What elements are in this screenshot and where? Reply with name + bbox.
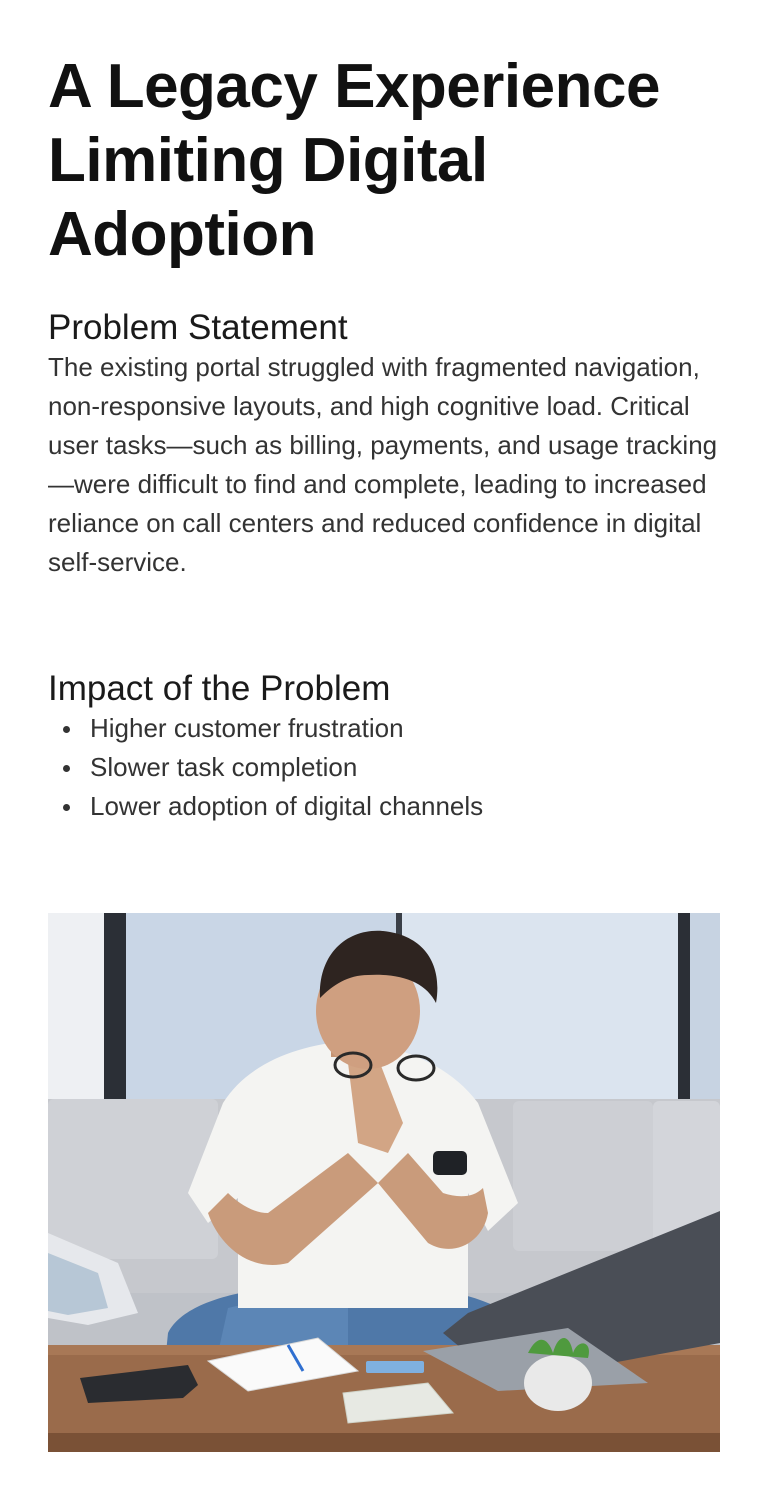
impact-list-item bbox=[48, 748, 728, 787]
page-title: A Legacy Experience Limiting Digital Adoption bbox=[48, 52, 660, 269]
impact-item-text: Lower adoption of digital channels bbox=[90, 791, 484, 821]
impact-list-item bbox=[48, 787, 728, 826]
problem-statement-heading: Problem Statement bbox=[48, 308, 348, 347]
problem-statement-text: The existing portal struggled with fragmented navigation, non-responsive layouts, and high cognitive load. Critical user tasks—such as billing, payments, and usage tracking—were difficult to find and complete, leading to increased reliance on call centers and reduced confidence in digital self-service. bbox=[48, 352, 718, 577]
impact-item-text: Higher customer frustration bbox=[90, 713, 404, 743]
impact-item-text: Slower task completion bbox=[90, 752, 358, 782]
bullet-icon bbox=[63, 804, 70, 811]
main-content bbox=[48, 50, 728, 826]
bullet-icon bbox=[63, 765, 70, 772]
frustrated-user-photo bbox=[48, 913, 720, 1452]
impact-list bbox=[48, 709, 728, 826]
impact-heading: Impact of the Problem bbox=[48, 669, 391, 708]
bullet-icon bbox=[63, 726, 70, 733]
impact-list-item bbox=[48, 709, 728, 748]
